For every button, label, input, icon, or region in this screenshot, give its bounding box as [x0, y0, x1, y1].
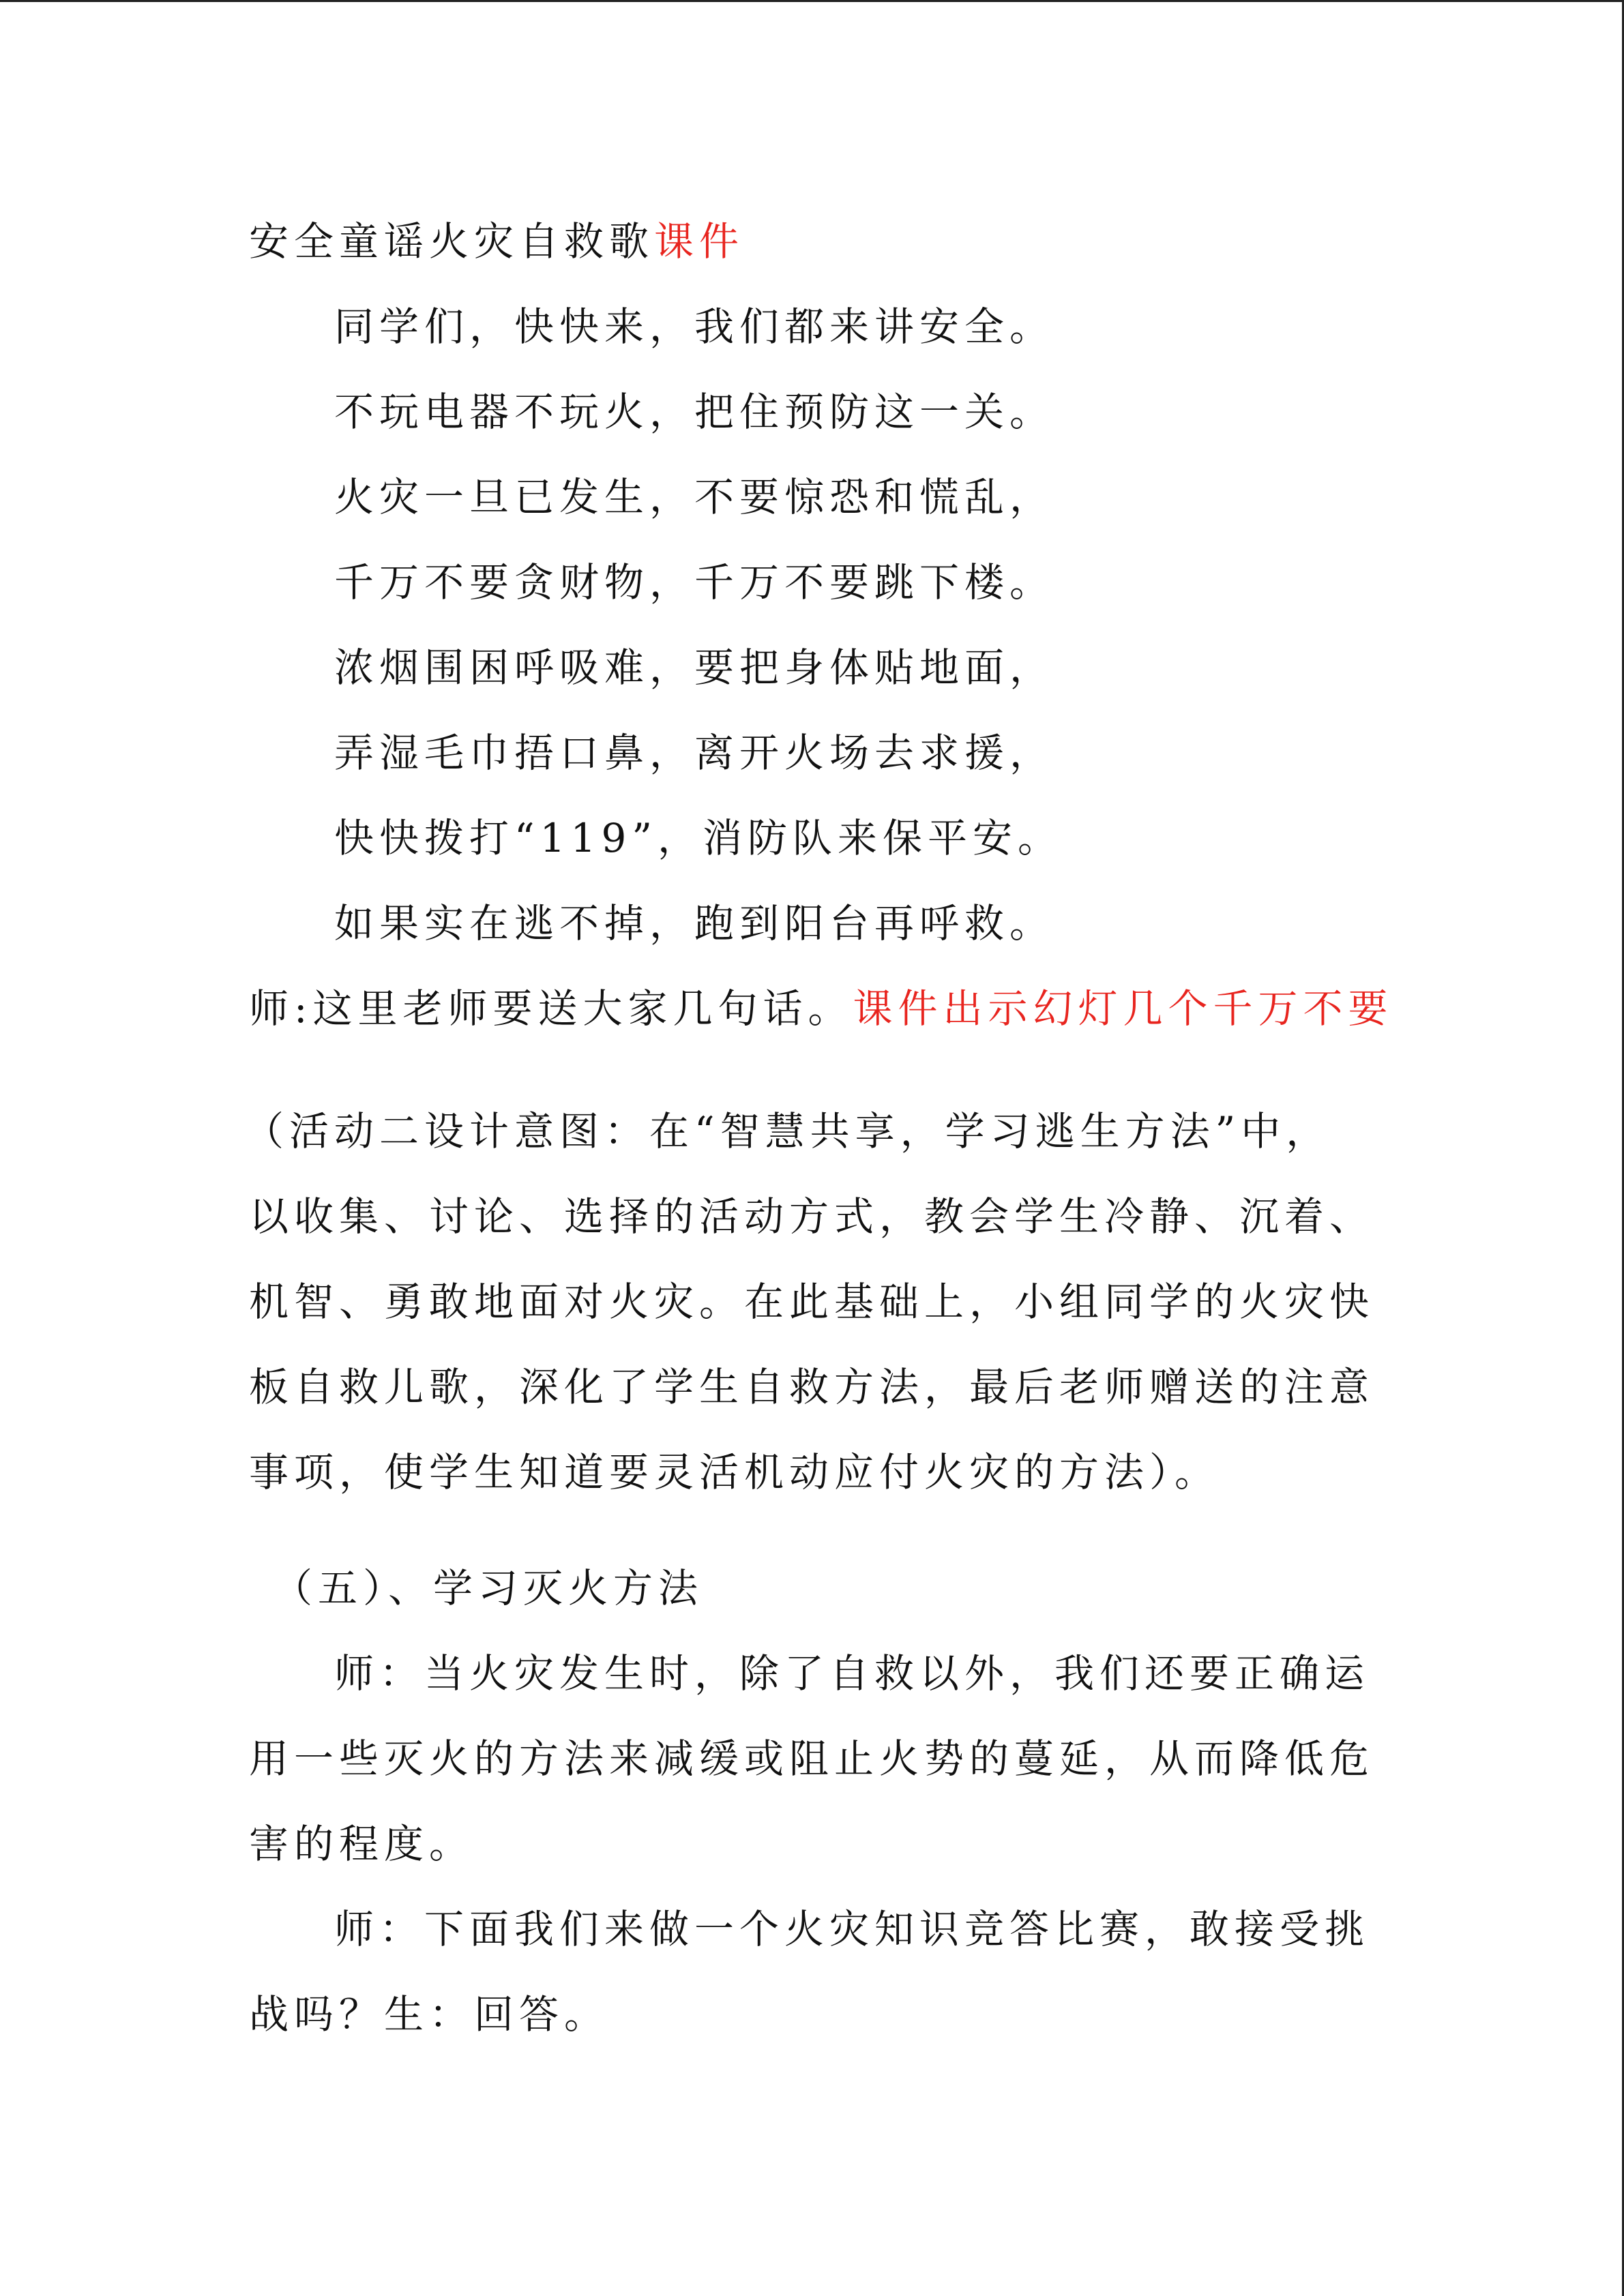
- title-highlight: 课件: [654, 218, 745, 265]
- song-line: 快快拨打“119”，消防队来保平安。: [334, 815, 1063, 861]
- song-line: 千万不要贪财物，千万不要跳下楼。: [334, 559, 1055, 606]
- paragraph-line: 师：当火灾发生时，除了自救以外，我们还要正确运: [334, 1650, 1370, 1697]
- paragraph-line: 师：下面我们来做一个火灾知识竞答比赛，敢接受挑: [334, 1906, 1370, 1952]
- document-title: [249, 218, 745, 265]
- paragraph-line: 害的程度。: [249, 1821, 475, 1867]
- section-heading: （五）、学习灭火方法: [273, 1565, 704, 1611]
- song-line: 如果实在逃不掉，跑到阳台再呼救。: [334, 900, 1055, 946]
- design-intent-line: 以收集、讨论、选择的活动方式，教会学生冷静、沉着、: [249, 1193, 1375, 1240]
- design-intent-line: （活动二设计意图：在“智慧共享，学习逃生方法”中，: [244, 1108, 1331, 1154]
- song-line: 同学们，快快来，我们都来讲安全。: [334, 303, 1055, 350]
- song-line: 不玩电器不玩火，把住预防这一关。: [334, 389, 1055, 435]
- design-intent-line: 板自救儿歌，深化了学生自救方法，最后老师赠送的注意: [249, 1364, 1375, 1410]
- teacher-note-text: 师:这里老师要送大家几句话。: [249, 985, 853, 1032]
- design-intent-line: 事项，使学生知道要灵活机动应付火灾的方法）。: [249, 1449, 1220, 1495]
- teacher-note: [249, 985, 1393, 1032]
- song-line: 弄湿毛巾捂口鼻，离开火场去求援，: [334, 730, 1055, 776]
- design-intent-line: 机智、勇敢地面对火灾。在此基础上，小组同学的火灾快: [249, 1279, 1375, 1325]
- teacher-note-highlight: 课件出示幻灯几个千万不要: [853, 985, 1393, 1032]
- title-text: 安全童谣火灾自救歌: [249, 218, 655, 265]
- paragraph-line: 战吗？生：回答。: [249, 1991, 610, 2038]
- song-line: 浓烟围困呼吸难，要把身体贴地面，: [334, 644, 1055, 691]
- song-line: 火灾一旦已发生，不要惊恐和慌乱，: [334, 474, 1055, 520]
- paragraph-line: 用一些灭火的方法来减缓或阻止火势的蔓延，从而降低危: [249, 1735, 1375, 1782]
